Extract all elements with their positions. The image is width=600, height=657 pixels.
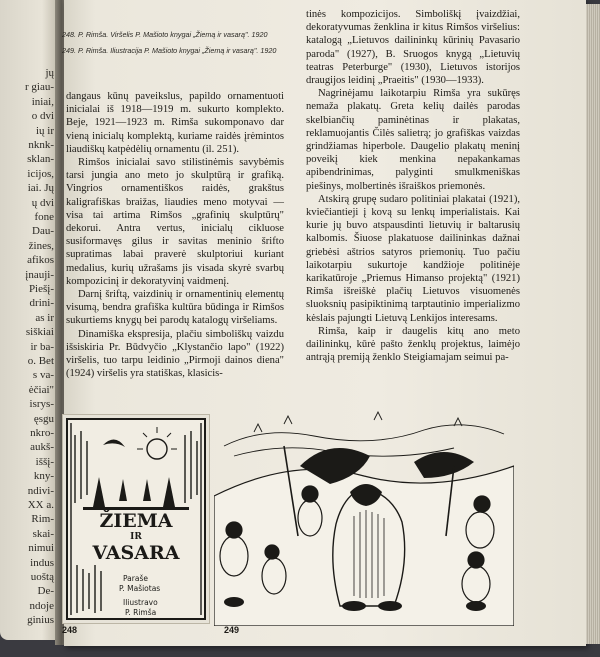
left-page-fragment: o dvi — [31, 110, 54, 123]
illustration-artwork — [214, 406, 514, 626]
left-page-fragment: drini- — [29, 297, 54, 310]
figure-captions — [62, 30, 286, 62]
figure-book-cover — [62, 414, 210, 624]
page-number-left: 248 — [62, 625, 78, 635]
left-page-edge — [0, 0, 60, 640]
caption-248: 248. P. Rimša. Viršelis P. Mašioto knygai „Žiemą ir vasarą". 1920 — [62, 30, 268, 39]
cover-artwork — [63, 415, 209, 623]
text-column-left — [66, 90, 284, 380]
left-page-fragment: indus — [30, 556, 54, 569]
left-page-fragment: nknk- — [28, 139, 54, 151]
left-page-fragment: as ir — [35, 311, 54, 324]
left-page-fragment: nkro- — [30, 427, 54, 439]
paragraph: tinės kompozicijos. Simboliškį įvaizdžiai, dekoratyvumas ženklina ir kitus Rimšos viršelius: katalogą „Lietuvos dailininkų kūrinių Pavasario paroda" (1927), B. Sruogos knygą „Lietuvių teatras Peterburge" (1930), Lietuvos istorijos draugijos leidinį „Praeitis" (1930—1933). — [306, 9, 520, 87]
left-page-fragment: skai- — [32, 527, 54, 540]
page-number-right: 249 — [224, 625, 240, 635]
left-page-fragment: afikos — [27, 254, 54, 267]
paragraph: Darnį šriftą, vaizdinių ir ornamentinių elementų visumą, bendra grafiška kultūra būdinga ir Rimšos sukurtiems knygų bei parodų katalogų viršeliams. — [66, 289, 284, 327]
left-page-fragment: aukš- — [30, 441, 54, 454]
left-page-fragment: icijos, — [27, 167, 54, 180]
left-page-fragment: ginius — [27, 614, 54, 627]
page-stack-edge — [586, 4, 600, 644]
left-page-fragment: nimui — [28, 542, 54, 555]
left-page-fragment: Dau- — [32, 225, 54, 238]
left-page-fragment: sklan- — [27, 153, 54, 166]
left-page-fragment: ndivi- — [27, 484, 54, 497]
left-page-fragment: žines, — [28, 239, 54, 252]
text-column-right — [306, 8, 520, 364]
left-page-fragment: ių ir — [35, 124, 54, 137]
caption-249: 249. P. Rimša. Iliustracija P. Mašioto knygai „Žiemą ir vasarą". 1920 — [62, 46, 277, 55]
left-page-fragment: jų — [45, 67, 54, 79]
cover-author-name: P. Mašiotas — [119, 584, 161, 593]
cover-illustrator-name: P. Rimša — [125, 608, 157, 617]
paragraph: Nagrinėjamu laikotarpiu Rimša yra sukūręs nemaža plakatų. Greta kelių dailės parodas skelbiančių paminėtinas ir plakatas, reklamuojantis Čilės salietrą; jo grafiškas vaizdas grindžiamas hiperbole. Daugelio plakatų meninį poveikį kiek menkina nepakankamas apibendrinimas, palyginti smulkmeniškas piešinys, molbertinės išraiškos priemonės. — [306, 88, 520, 192]
left-page-fragment: Rim- — [31, 513, 54, 526]
left-page-fragment: isrys- — [29, 398, 54, 411]
left-page-fragment: iššį- — [35, 455, 54, 468]
paragraph: Rimša, kaip ir daugelis kitų ano meto dailininkų, kūrė pašto ženklų projektus, laimėjo antrąją premiją ženklo Steigiamajam seimui pa- — [306, 325, 520, 364]
left-page-fragment: ų dvi — [31, 196, 54, 209]
left-page-fragment: r giau- — [24, 81, 54, 94]
paragraph: Dinamiška ekspresija, plačiu simboliškų vaizdu išsiskiria Pr. Būdvyčio „Klystančio lapo" (1922) viršelis, tuo tarpu leidinio „Pirmoji dainos diena" (1924) viršelis yra statiškas, klasicis- — [66, 328, 284, 380]
left-page-fragment: siškiai — [25, 326, 54, 339]
paragraph: dangaus kūnų paveikslus, papildo ornamentuoti inicialai iš 1918—1919 m. sukurto komplekto. Beje, 1921—1923 m. Rimša sukomponavo dar vieną inicialų komplektą, kuriame raidės įrėmintos liaudiškų katpėdėlių ornamentu (il. 251). — [66, 91, 284, 155]
left-page-fragment: s va- — [32, 369, 54, 382]
cover-author-label: Paraše — [123, 574, 148, 583]
left-page-fragment: Piešį- — [28, 283, 54, 295]
paragraph: Atskirą grupę sudaro politiniai plakatai (1921), kviečiantieji į kovą su lenkų imperialistais. Kai kurie jų buvo atspausdinti lietuvių ir baltarusių kalbomis. Šiuose plakatuose dailininkas dažnai griebėsi aštrios satyros priemonių. Tuo pačiu laikotarpiu sukurtoje kandžioje politinėje karikatūroje „Priemus Himanso projektą" (1921) Rimša išreiškė plačių Lietuvos visuomenės sluoksnių pasipiktinimą tarptautinio imperializmo kėslais pajungti Lietuvą Lenkijos interesams. — [306, 193, 520, 324]
left-page-fragment: ėčiai" — [28, 383, 54, 396]
left-page-fragment: fone — [34, 211, 54, 223]
cover-title-ir: IR — [130, 532, 142, 542]
left-page-fragment: De- — [37, 585, 54, 598]
left-page-fragment: o. Bet — [27, 355, 54, 367]
paragraph: Rimšos inicialai savo stilistinėmis savybėmis tarsi jungia ano meto jo skulptūrą ir grafiką. Vingrios ornamentiškos raidės, grakštus kaligrafiškas braižas, liaudies meno motyvai — visa tai artima Rimšos „grafinių skulptūrų" dekorui. Antra vertus, inicialų cikluose susiformavęs gilus ir savitas meninio šrifto supratimas labai praverė skulptoriui kuriant medalius, kurių užrašams jis visada skyrė svarbų kompozicinį ir dekoratyvinį vaidmenį. — [66, 157, 284, 287]
left-page-fragment: iai. Jų — [27, 182, 54, 195]
cover-title-line2: VASARA — [92, 542, 180, 564]
left-page-fragment: ndoje — [29, 599, 54, 612]
left-page-fragment: iniai, — [31, 95, 54, 108]
cover-title-line1: ŽIEMA — [99, 510, 173, 532]
left-page-fragment: ęsgu — [33, 412, 54, 425]
left-page-fragment: uoštą — [30, 571, 54, 583]
left-page-fragment: ir ba- — [30, 340, 54, 353]
left-page-fragment: kny- — [33, 470, 54, 483]
left-page-fragment: įnauji- — [25, 268, 54, 281]
figure-winter-illustration — [214, 406, 514, 626]
cover-illustrator-label: Iliustravo — [123, 598, 158, 607]
left-page-fragment: XX a. — [27, 499, 54, 511]
